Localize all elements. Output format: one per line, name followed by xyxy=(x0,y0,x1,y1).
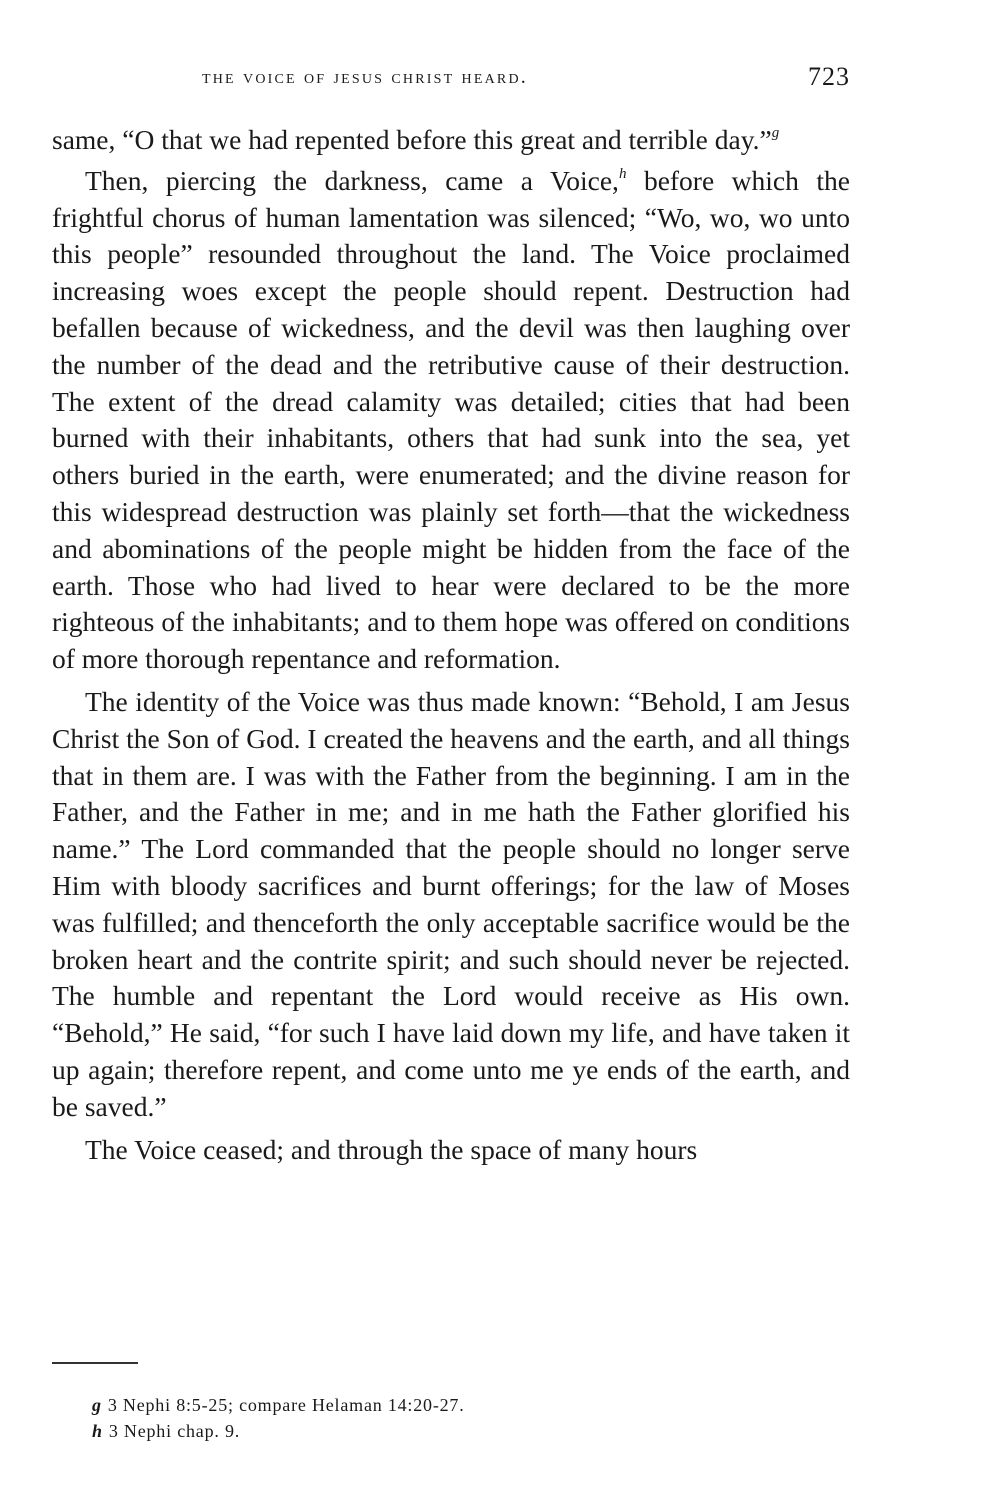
footnote-h-mark: h xyxy=(92,1421,103,1441)
paragraph-4: The Voice ceased; and through the space of many hours xyxy=(85,1133,698,1165)
footnotes xyxy=(92,1392,852,1444)
footnote-h xyxy=(92,1418,852,1444)
footnote-ref-g: g xyxy=(771,125,780,141)
paragraph-2-text-start: Then, piercing the darkness, came a Voice, xyxy=(85,164,619,196)
footnote-h-text: 3 Nephi chap. 9. xyxy=(108,1421,241,1441)
footnote-ref-h: h xyxy=(618,165,627,182)
footnote-g-mark: g xyxy=(92,1395,102,1415)
page-number: 723 xyxy=(808,62,850,91)
running-head xyxy=(52,62,850,106)
paragraph-3: The identity of the Voice was thus made known: “Behold, I am Jesus Christ the Son of God. I created the heavens and the earth, and all things that in them are. I was with the Father from the beginning. I am in the Father, and the Father in me; and in me hath the Father glorified his name.” The Lord commanded that the people should no longer serve Him with bloody sacrifices and burnt offerings; for the law of Moses was fulfilled; and thenceforth the only acceptable sacrifice would be the broken heart and the contrite spirit; and such should never be rejected. The humble and repentant the Lord would receive as His own. “Behold,” He said, “for such I have laid down my life, and have taken it up again; therefore repent, and come unto me ye ends of the earth, and be saved.” xyxy=(52,685,850,1122)
footnote-g xyxy=(92,1392,852,1418)
body-text xyxy=(52,122,850,1168)
footnote-divider xyxy=(52,1362,138,1364)
book-page xyxy=(52,0,850,1496)
paragraph-1 xyxy=(52,122,850,159)
paragraph-2-text-rest: before which the frightful chorus of human lamentation was silenced; “Wo, wo, wo unto this people” resounded throughout the land. The Voice proclaimed increasing woes except the people should repent. Destruction had befallen because of wickedness, and the devil was then laughing over the number of the dead and the retributive cause of their destruction. The extent of the dread calamity was detailed; cities that had been burned with their inhabitants, others that had sunk into the sea, yet others buried in the earth, were enumerated; and the divine reason for this widespread destruction was plainly set forth—that the wickedness and abominations of the people might be hidden from the face of the earth. Those who had lived to hear were declared to be the more righteous of the inhabitants; and to them hope was offered on conditions of more thorough repentance and reformation. xyxy=(52,164,850,675)
paragraph-1-text: same, “O that we had repented before this great and terrible day.” xyxy=(52,124,772,155)
footnote-g-text: 3 Nephi 8:5-25; compare Helaman 14:20-27. xyxy=(107,1395,465,1415)
paragraph-2 xyxy=(52,163,850,678)
running-title: the voice of jesus christ heard. xyxy=(202,66,528,88)
